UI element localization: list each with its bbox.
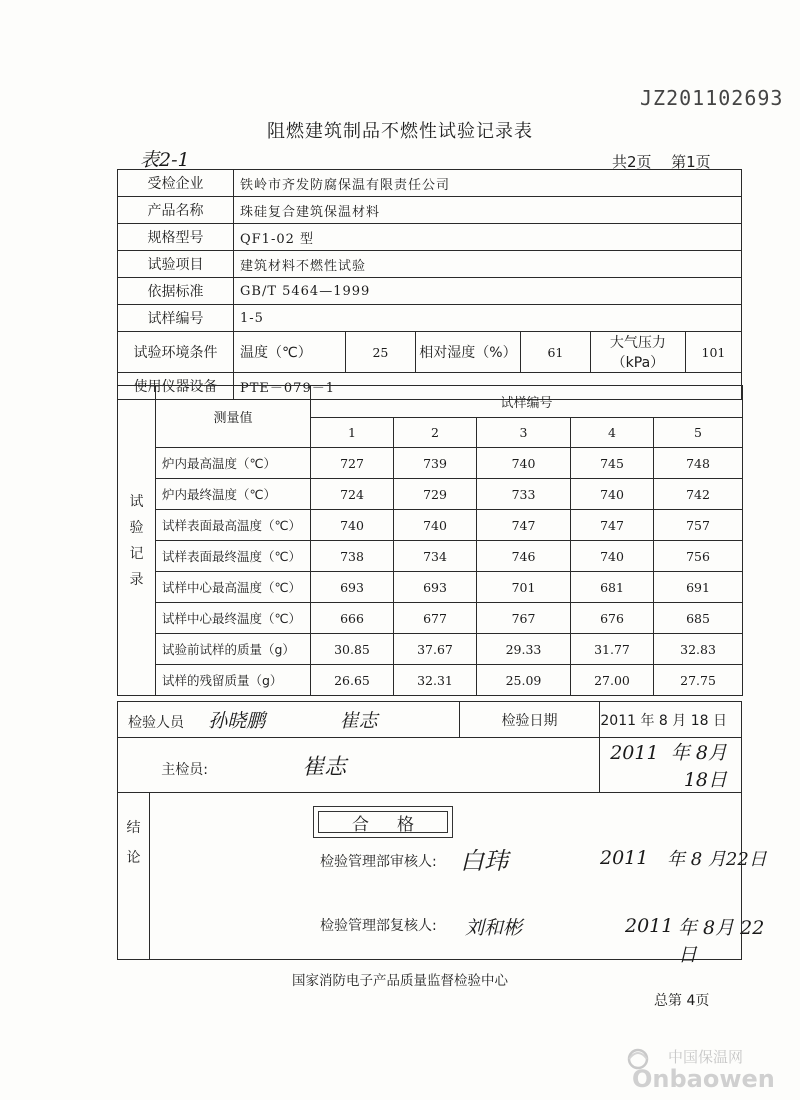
cell-value: 746 xyxy=(477,541,571,572)
environment-label: 试验环境条件 xyxy=(118,332,234,373)
cell-value: 747 xyxy=(571,510,654,541)
cell-value: 681 xyxy=(571,572,654,603)
result-stamp xyxy=(313,806,453,838)
info-row-test-item xyxy=(118,251,742,278)
issuing-organization: 国家消防电子产品质量监督检验中心 xyxy=(292,973,508,989)
basic-info-table xyxy=(117,169,742,400)
test-record-table xyxy=(117,385,743,696)
cell-value: 757 xyxy=(654,510,743,541)
chief-label: 主检员: xyxy=(161,761,208,778)
cell-value: 733 xyxy=(477,479,571,510)
company-label: 受检企业 xyxy=(118,170,234,197)
cell-value: 27.75 xyxy=(654,665,743,696)
cell-value: 727 xyxy=(311,448,394,479)
chief-date-rest: 年 8月 18日 xyxy=(670,742,727,791)
pressure-label: 大气压力（kPa） xyxy=(590,332,685,373)
table-row xyxy=(118,541,743,572)
result-text: 合格 xyxy=(318,811,448,833)
info-row-sample-no xyxy=(118,305,742,332)
row-label: 试样中心最终温度（℃） xyxy=(156,603,311,634)
rechecker-year: 2011 xyxy=(625,915,674,937)
cell-value: 729 xyxy=(394,479,477,510)
page-label: 第1页 xyxy=(671,153,711,171)
table-row xyxy=(118,665,743,696)
cell-value: 745 xyxy=(571,448,654,479)
humidity-value: 61 xyxy=(520,332,590,373)
inspector-signature-2: 崔志 xyxy=(339,710,378,732)
total-page-number: 总第 4页 xyxy=(654,993,710,1009)
chief-row xyxy=(118,738,742,793)
cell-value: 740 xyxy=(571,479,654,510)
sample-no-1: 1 xyxy=(311,418,394,448)
sample-header: 试样编号 xyxy=(311,386,743,418)
cell-value: 31.77 xyxy=(571,634,654,665)
cell-value: 742 xyxy=(654,479,743,510)
company-value: 铁岭市齐发防腐保温有限责任公司 xyxy=(234,170,742,197)
cell-value: 691 xyxy=(654,572,743,603)
table-row xyxy=(118,603,743,634)
cell-value: 734 xyxy=(394,541,477,572)
cell-value: 37.67 xyxy=(394,634,477,665)
sample-no-2: 2 xyxy=(394,418,477,448)
rechecker-date: 年 8月 22日 xyxy=(678,917,765,966)
cell-value: 666 xyxy=(311,603,394,634)
row-label: 试样中心最高温度（℃） xyxy=(156,572,311,603)
chief-spacer xyxy=(460,738,600,793)
sample-no-3: 3 xyxy=(477,418,571,448)
row-label: 试样的残留质量（g） xyxy=(156,665,311,696)
chief-date xyxy=(600,738,742,793)
test-item-label: 试验项目 xyxy=(118,251,234,278)
side-char: 记 xyxy=(129,545,144,562)
inspector-cell xyxy=(118,702,460,738)
row-label: 试样表面最高温度（℃） xyxy=(156,510,311,541)
sample-no-value: 1-5 xyxy=(234,305,742,332)
test-item-value: 建筑材料不燃性试验 xyxy=(234,251,742,278)
reviewer-label: 检验管理部审核人: xyxy=(320,854,437,870)
table-row xyxy=(118,634,743,665)
table-row xyxy=(118,448,743,479)
cell-value: 693 xyxy=(394,572,477,603)
total-pages-label: 共2页 xyxy=(612,153,652,171)
cell-value: 767 xyxy=(477,603,571,634)
reviewer-line xyxy=(300,839,770,875)
side-char: 验 xyxy=(129,519,144,536)
instrument-label: 使用仪器设备 xyxy=(118,373,234,400)
chief-signature: 崔志 xyxy=(302,754,347,780)
cell-value: 739 xyxy=(394,448,477,479)
row-label: 炉内最高温度（℃） xyxy=(156,448,311,479)
cell-value: 740 xyxy=(477,448,571,479)
temperature-label: 温度（℃） xyxy=(234,332,346,373)
inspection-date-value: 2011 年 8 月 18 日 xyxy=(600,702,742,738)
temperature-value: 25 xyxy=(345,332,415,373)
reviewer-signature: 白玮 xyxy=(460,847,508,875)
info-row-model xyxy=(118,224,742,251)
side-char: 结 xyxy=(126,820,141,836)
row-label: 试样表面最终温度（℃） xyxy=(156,541,311,572)
cell-value: 740 xyxy=(394,510,477,541)
standard-label: 依据标准 xyxy=(118,278,234,305)
cell-value: 676 xyxy=(571,603,654,634)
measure-header: 测量值 xyxy=(156,386,311,448)
product-label: 产品名称 xyxy=(118,197,234,224)
document-title: 阻燃建筑制品不燃性试验记录表 xyxy=(267,121,533,142)
info-row-product xyxy=(118,197,742,224)
document-serial-number: JZ201102693 xyxy=(640,86,784,110)
cell-value: 25.09 xyxy=(477,665,571,696)
cell-value: 685 xyxy=(654,603,743,634)
watermark-logo-icon xyxy=(618,1043,793,1093)
reviewer-year: 2011 xyxy=(600,847,649,869)
sample-no-label: 试样编号 xyxy=(118,305,234,332)
cell-value: 724 xyxy=(311,479,394,510)
side-char: 试 xyxy=(129,493,144,510)
cell-value: 32.83 xyxy=(654,634,743,665)
record-side-label xyxy=(118,386,156,696)
cell-value: 693 xyxy=(311,572,394,603)
cell-value: 756 xyxy=(654,541,743,572)
inspector-row xyxy=(118,702,742,738)
model-label: 规格型号 xyxy=(118,224,234,251)
cell-value: 27.00 xyxy=(571,665,654,696)
humidity-label: 相对湿度（%） xyxy=(415,332,520,373)
cell-value: 677 xyxy=(394,603,477,634)
cell-value: 29.33 xyxy=(477,634,571,665)
pressure-value: 101 xyxy=(685,332,741,373)
watermark-cn: 中国保温网 xyxy=(668,1048,744,1066)
cell-value: 738 xyxy=(311,541,394,572)
cell-value: 747 xyxy=(477,510,571,541)
info-row-environment xyxy=(118,332,742,373)
inspection-date-label: 检验日期 xyxy=(460,702,600,738)
side-char: 录 xyxy=(129,571,144,588)
conclusion-side-label xyxy=(118,793,150,960)
info-row-company xyxy=(118,170,742,197)
product-value: 珠硅复合建筑保温材料 xyxy=(234,197,742,224)
cell-value: 740 xyxy=(571,541,654,572)
cell-value: 30.85 xyxy=(311,634,394,665)
table-row xyxy=(118,572,743,603)
sample-no-4: 4 xyxy=(571,418,654,448)
chief-cell xyxy=(118,738,460,793)
table-row xyxy=(118,510,743,541)
rechecker-line xyxy=(300,911,770,966)
row-label: 试验前试样的质量（g） xyxy=(156,634,311,665)
table-row xyxy=(118,479,743,510)
side-char: 论 xyxy=(126,850,141,866)
record-header-row xyxy=(118,386,743,418)
rechecker-signature: 刘和彬 xyxy=(465,917,523,939)
model-value: QF1-02 型 xyxy=(234,224,742,251)
instrument-value: PTE－079－1 xyxy=(234,373,742,400)
info-row-standard xyxy=(118,278,742,305)
inspector-label: 检验人员 xyxy=(128,715,184,731)
row-label: 炉内最终温度（℃） xyxy=(156,479,311,510)
cell-value: 701 xyxy=(477,572,571,603)
chief-date-year: 2011 xyxy=(610,742,659,764)
watermark-en: Onbaowen xyxy=(632,1065,775,1093)
cell-value: 26.65 xyxy=(311,665,394,696)
rechecker-label: 检验管理部复核人: xyxy=(320,918,437,934)
site-watermark xyxy=(618,1043,793,1093)
cell-value: 32.31 xyxy=(394,665,477,696)
reviewer-date: 年 8 月22日 xyxy=(667,849,767,870)
inspector-signature-1: 孙晓鹏 xyxy=(208,710,266,732)
standard-value: GB/T 5464—1999 xyxy=(234,278,742,305)
table-number: 表2-1 xyxy=(140,149,190,171)
sample-no-5: 5 xyxy=(654,418,743,448)
cell-value: 740 xyxy=(311,510,394,541)
cell-value: 748 xyxy=(654,448,743,479)
